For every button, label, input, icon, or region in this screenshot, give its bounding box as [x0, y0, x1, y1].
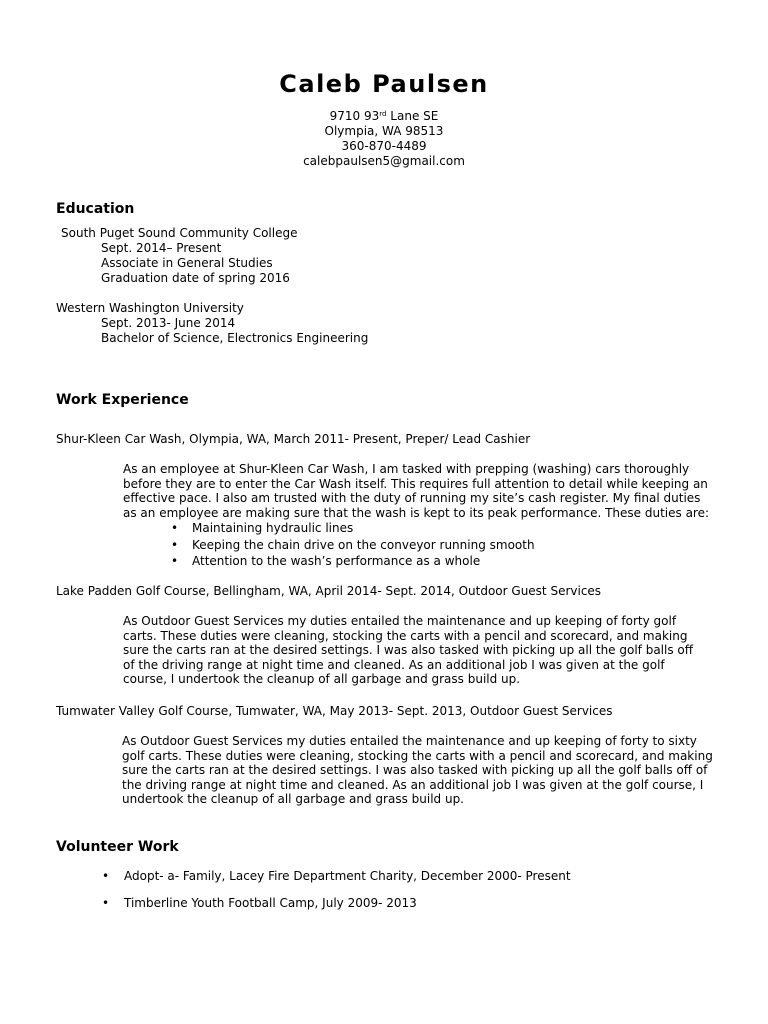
bullet-icon: • [102, 869, 110, 883]
description-line: carts. These duties were cleaning, stocking the carts with a pencil and scorecard, and making [123, 628, 688, 643]
description-line: golf carts. These duties were cleaning, stocking the carts with a pencil and scorecard, and making [122, 748, 713, 763]
candidate-name: Caleb Paulsen [279, 70, 489, 98]
job-description [123, 462, 709, 520]
contact-block [0, 109, 768, 169]
bullet-icon: • [171, 554, 179, 568]
email-line: calebpaulsen5@gmail.com [303, 154, 465, 168]
bullet-icon: • [102, 896, 110, 910]
description-line: As Outdoor Guest Services my duties entailed the maintenance and up keeping of forty golf [123, 614, 677, 628]
description-line: sure the carts ran at the desired settings. I was also tasked with picking up all the golf balls off of [122, 763, 708, 777]
school-detail: Sept. 2013- June 2014 [101, 316, 236, 330]
city-line: Olympia, WA 98513 [324, 124, 444, 138]
job-title: Lake Padden Golf Course, Bellingham, WA, April 2014- Sept. 2014, Outdoor Guest Services [56, 584, 602, 598]
address-line [0, 109, 768, 124]
description-line: before they are to enter the Car Wash itself. This requires full attention to detail while keeping an [123, 476, 708, 491]
description-line: sure the carts ran at the desired settings. I was also tasked with picking up all the golf balls off [123, 643, 694, 657]
description-line: the driving range at night time and cleaned. As an additional job I was given at the golf course, I [122, 777, 704, 792]
description-line: effective pace. I also am trusted with the duty of running my site’s cash register. My final duties [123, 491, 701, 505]
phone-line: 360-870-4489 [341, 139, 427, 153]
job-description [122, 734, 713, 807]
education-heading: Education [56, 201, 135, 217]
description-line: As Outdoor Guest Services my duties entailed the maintenance and up keeping of forty to sixty [122, 734, 697, 748]
job-title: Shur-Kleen Car Wash, Olympia, WA, March 2011- Present, Preper/ Lead Cashier [56, 432, 531, 446]
address-street: Lane SE [386, 109, 439, 123]
school-name: South Puget Sound Community College [61, 226, 298, 240]
description-line: undertook the cleanup of all garbage and grass build up. [122, 792, 464, 806]
school-name: Western Washington University [56, 301, 244, 315]
bullet-icon: • [171, 521, 179, 535]
description-line: As an employee at Shur-Kleen Car Wash, I am tasked with prepping (washing) cars thoroughly [123, 462, 690, 476]
bullet-icon: • [171, 537, 179, 552]
description-line: course, I undertook the cleanup of all garbage and grass build up. [123, 672, 521, 686]
volunteer-heading: Volunteer Work [56, 839, 179, 855]
school-detail: Sept. 2014– Present [101, 241, 222, 255]
school-detail: Associate in General Studies [101, 256, 273, 270]
description-line: as an employee are making sure that the wash is kept to its peak performance. These duties are: [123, 505, 710, 520]
description-line: of the driving range at night time and cleaned. As an additional job I was given at the golf [123, 657, 665, 672]
work-experience-heading: Work Experience [56, 392, 189, 408]
school-detail: Bachelor of Science, Electronics Engineering [101, 331, 369, 345]
resume-page: Caleb Paulsen 9710 93rd Lane SE Olympia, WA 98513 360-870-4489 calebpaulsen5@gmail.com Education South Puget Sound Community College Sept. 2014– Present Associate in General Studies Graduation date of spring 2016 Western Washington University Sept. 2013- June 2014 Bachelor of Science, Electronics Engineering Work Experience Shur-Kleen Car Wash, Olympia, WA, March 2011- Present, Preper/ Lead Cashier As an employee at Shur-Kleen Car Wash, I am tasked with prepping (washing) cars thoroughly before they are to enter the Car Wash itself. This requires full attention to detail while keeping an effective pace. I also am trusted with the duty of running my site’s cash register. My final duties as an employee are making sure that the wash is kept to its peak performance. These duties are: • Maintaining hydraulic lines • Keeping the chain drive on the conveyor running smooth • Attention to the wash’s performance as a whole Lake Padden Golf Course, Bellingham, WA, April 2014- Sept. 2014, Outdoor Guest Services As Outdoor Guest Services my duties entailed the maintenance and up keeping of forty golf carts. These duties were cleaning, stocking the carts with a pencil and scorecard, and making sure the carts ran at the desired settings. I was also tasked with picking up all the golf balls off of the driving range at night time and cleaned. As an additional job I was given at the golf course, I undertook the cleanup of all garbage and grass build up. Tumwater Valley Golf Course, Tumwater, WA, May 2013- Sept. 2013, Outdoor Guest Services As Outdoor Guest Services my duties entailed the maintenance and up keeping of forty to sixty golf carts. These duties were cleaning, stocking the carts with a pencil and scorecard, and making sure the carts ran at the desired settings. I was also tasked with picking up all the golf balls off of the driving range at night time and cleaned. As an additional job I was given at the golf course, I undertook the cleanup of all garbage and grass build up. Volunteer Work • Adopt- a- Family, Lacey Fire Department Charity, December 2000- Present • Timberline Youth Football Camp, July 2009- 2013 [0, 0, 768, 1024]
address-ordinal: rd [379, 110, 387, 118]
address-number: 9710 93 [329, 109, 380, 123]
school-detail: Graduation date of spring 2016 [101, 271, 290, 285]
job-title: Tumwater Valley Golf Course, Tumwater, WA, May 2013- Sept. 2013, Outdoor Guest Services [56, 704, 613, 718]
job-description [123, 614, 693, 687]
